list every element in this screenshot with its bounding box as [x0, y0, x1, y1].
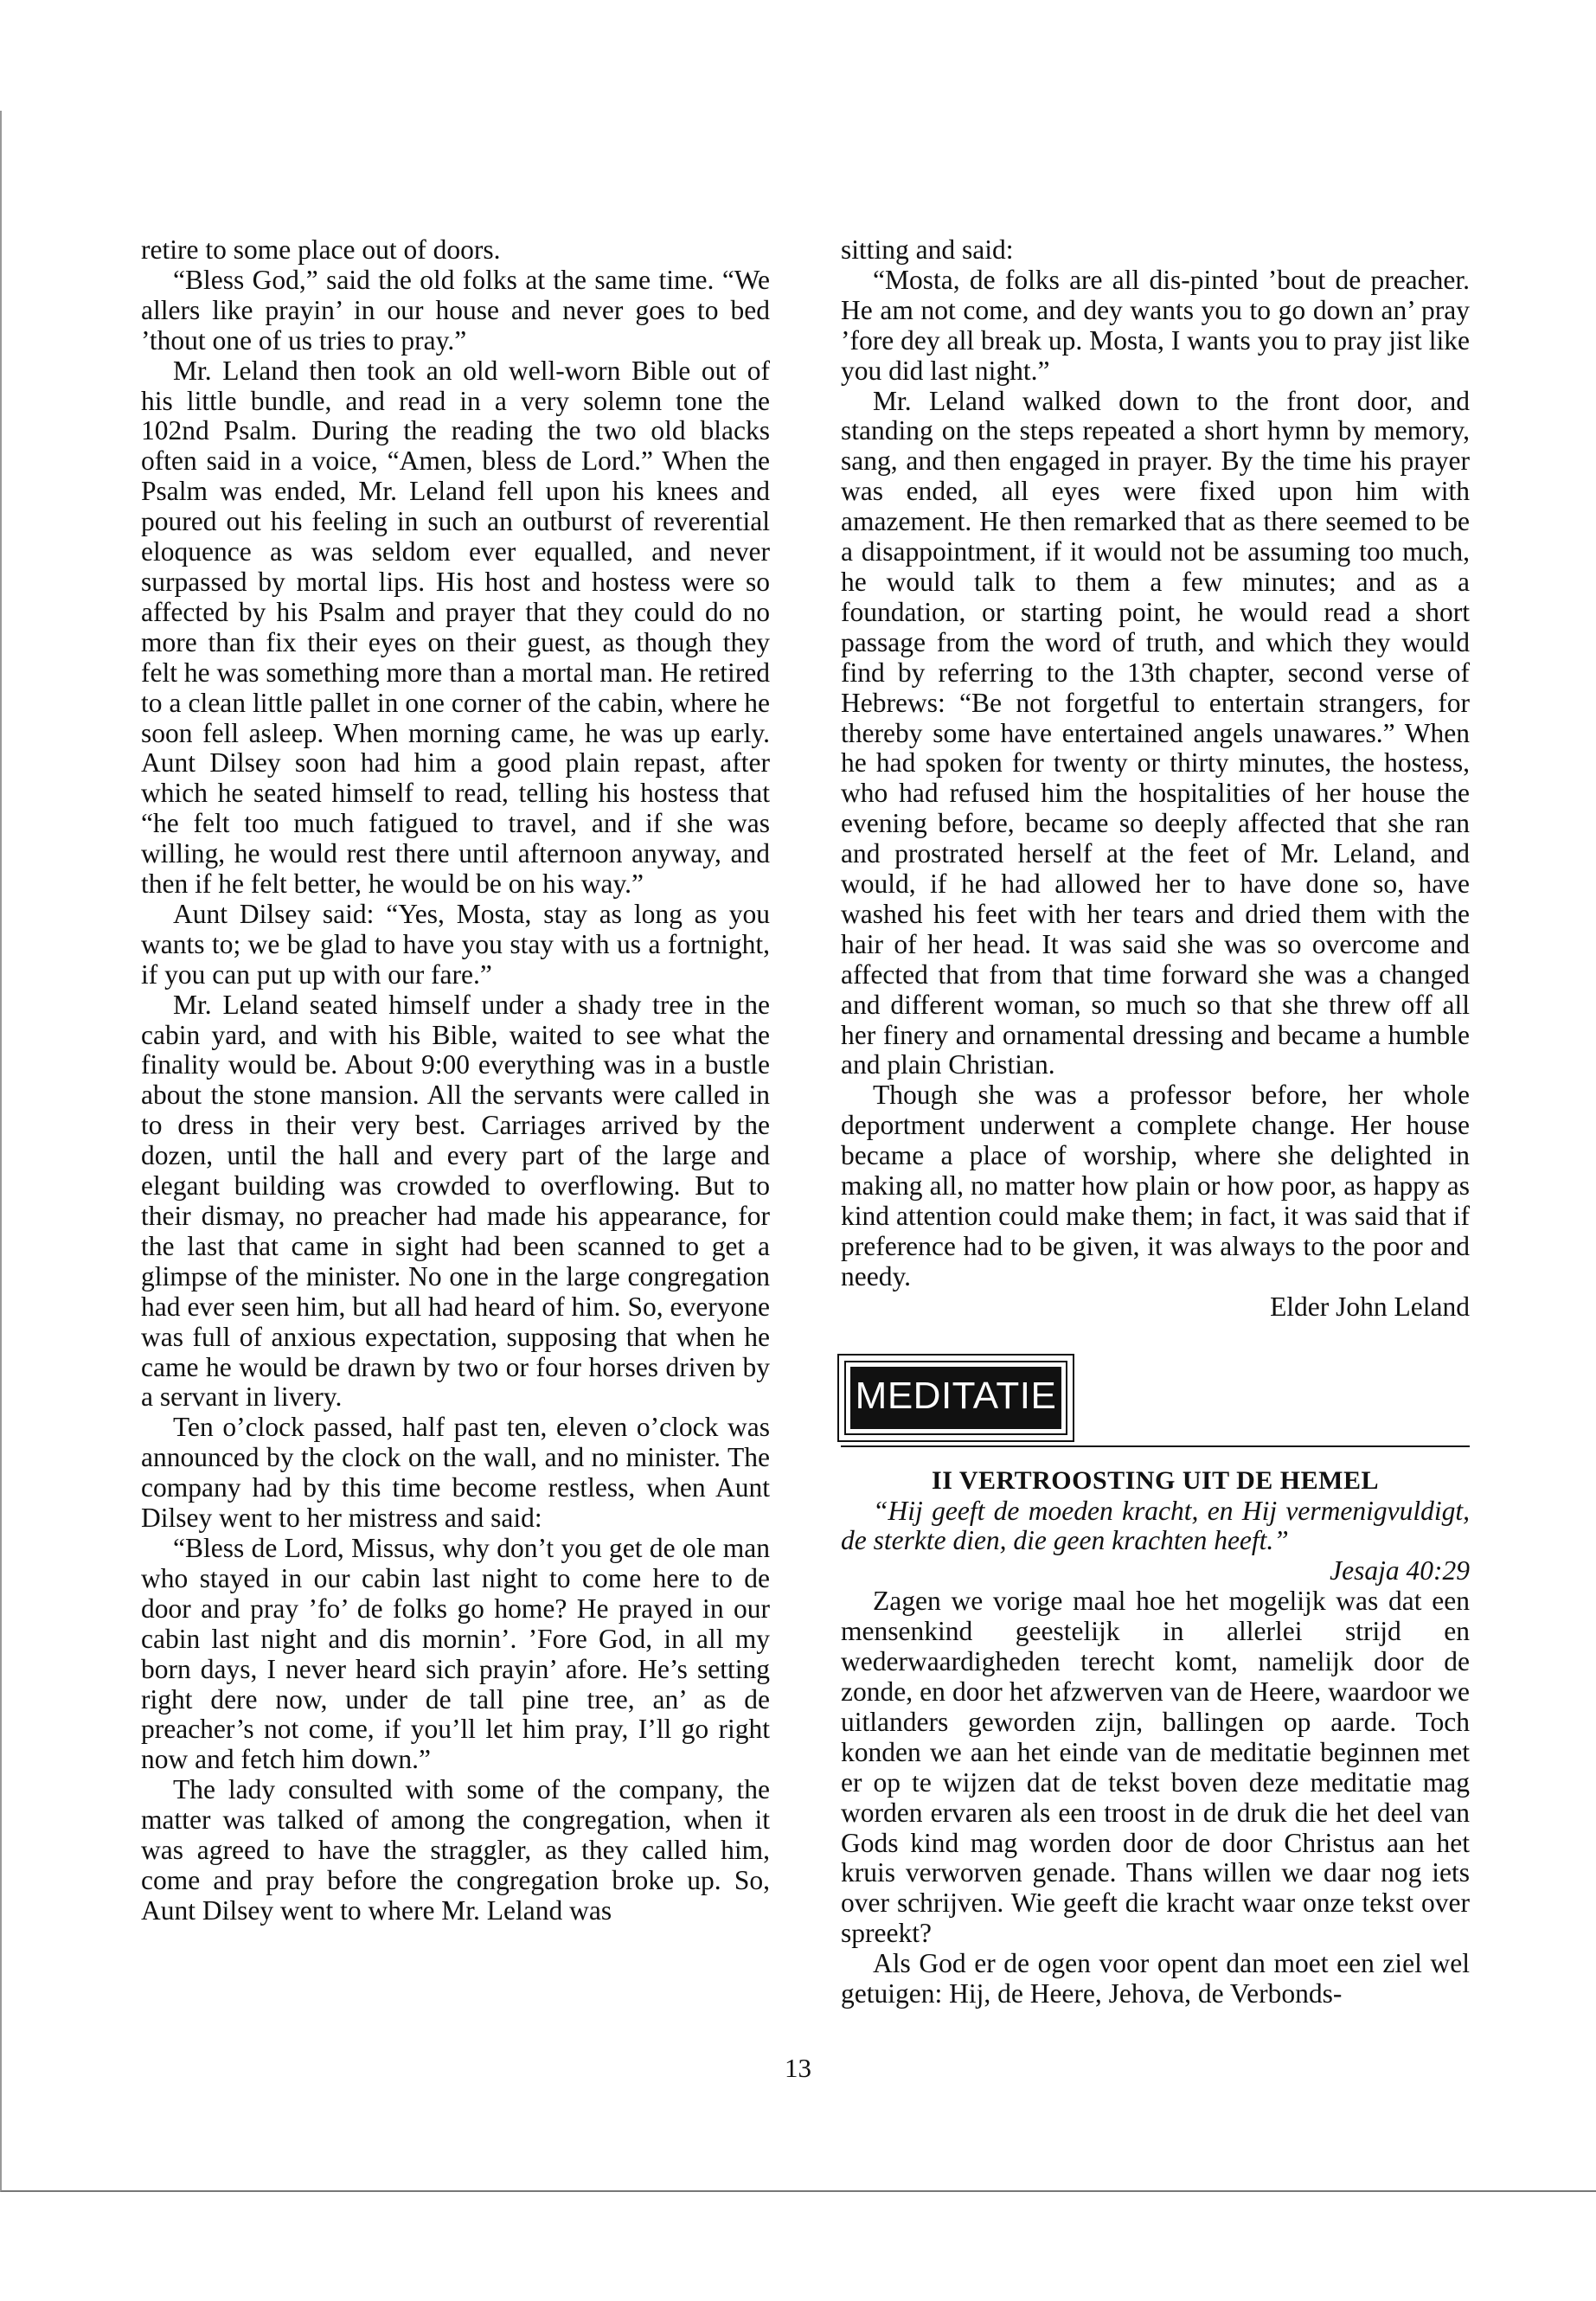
- paragraph: Though she was a professor before, her whole deportment underwent a complete change. Her house became a place of worship, where she delighted in making all, no matter how plain or how poor, as happy as kind attention could make them; in fact, it was said that if preference had to be given, it was always to the poor and needy.: [841, 1080, 1470, 1292]
- paragraph: retire to some place out of doors.: [141, 234, 501, 265]
- paragraph: Ten o’clock passed, half past ten, eleven o’clock was announced by the clock on the wall, and no minister. The company had by this time become restless, when Aunt Dilsey went to her mistress and said:: [141, 1412, 770, 1534]
- meditation-heading: II VERTROOSTING UIT DE HEMEL: [932, 1465, 1379, 1495]
- meditatie-badge-inner: [844, 1361, 1067, 1435]
- right-column: [841, 235, 1470, 2009]
- paragraph: sitting and said:: [841, 234, 1014, 265]
- section-divider: [841, 1445, 1470, 1447]
- left-column: [141, 235, 770, 1926]
- paragraph: “Bless de Lord, Missus, why don’t you get de ole man who stayed in our cabin last night to come here to de door and pray ’fo’ de folks go home? He prayed in our cabin last night and dis mornin’. ’Fore God, in all my born days, I never heard sich prayin’ afore. He’s setting right dere now, under de tall pine tree, an’ as de preacher’s not come, if you’ll let him pray, I’ll go right now and fetch him down.”: [141, 1532, 770, 1775]
- scripture-reference: Jesaja 40:29: [1330, 1555, 1470, 1586]
- paragraph: Zagen we vorige maal hoe het mogelijk was dat een mensenkind geestelijk in allerlei strijd en wederwaardigheden terecht komt, namelijk door de zonde, en door het afzwerven van de Heere, waardoor we uitlanders geworden zijn, ballingen op aarde. Toch konden we aan het einde van de meditatie beginnen met er op te wijzen dat de tekst boven deze meditatie mag worden ervaren als een troost in de druk die het deel van Gods kind mag worden door de door Christus aan het kruis verworven genade. Thans willen we daar nog iets over schrijven. Wie geeft die kracht waar onze tekst over spreekt?: [841, 1586, 1470, 1949]
- meditatie-label: MEDITATIE: [850, 1367, 1061, 1429]
- signature: Elder John Leland: [1270, 1291, 1470, 1322]
- paragraph: “Mosta, de folks are all dis-pinted ’bout de preacher. He am not come, and dey wants you to go down an’ pray ’fore dey all break up. Mosta, I wants you to pray jist like you did last night.”: [841, 264, 1470, 386]
- paragraph: “Bless God,” said the old folks at the same time. “We allers like prayin’ in our house and never goes to bed ’thout one of us tries to pray.”: [141, 264, 770, 356]
- paragraph: Mr. Leland seated himself under a shady tree in the cabin yard, and with his Bible, waited to see what the finality would be. About 9:00 everything was in a bustle about the stone mansion. All the servants were called in to dress in their very best. Carriages arrived by the dozen, until the hall and every part of the large and elegant building was crowded to overflowing. But to their dismay, no preacher had made his appearance, for the last that came in sight had been scanned to get a glimpse of the minister. No one in the large congregation had ever seen him, but all had heard of him. So, everyone was full of anxious expectation, supposing that when he came he would be drawn by two or four horses driven by a servant in livery.: [141, 989, 770, 1413]
- meditatie-badge: [837, 1354, 1074, 1442]
- page-number: 13: [785, 2053, 811, 2083]
- paragraph: Aunt Dilsey said: “Yes, Mosta, stay as long as you wants to; we be glad to have you stay with us a fortnight, if you can put up with our fare.”: [141, 898, 770, 990]
- paragraph: Als God er de ogen voor opent dan moet een ziel wel getuigen: Hij, de Heere, Jehova, de Verbonds-: [841, 1948, 1470, 2009]
- paragraph: Mr. Leland then took an old well-worn Bible out of his little bundle, and read in a very solemn tone the 102nd Psalm. During the reading the two old blacks often said in a voice, “Amen, bless de Lord.” When the Psalm was ended, Mr. Leland fell upon his knees and poured out his feeling in such an outburst of reverential eloquence as was seldom ever equalled, and never surpassed by mortal lips. His host and hostess were so affected by his Psalm and prayer that they could do no more than fix their eyes on their guest, as though they felt he was something more than a mortal man. He retired to a clean little pallet in one corner of the cabin, where he soon fell asleep. When morning came, he was up early. Aunt Dilsey soon had him a good plain repast, after which he seated himself to read, telling his hostess that “he felt too much fatigued to travel, and if she was willing, he would rest there until afternoon anyway, and then if he felt better, he would be on his way.”: [141, 355, 770, 900]
- paragraph: Mr. Leland walked down to the front door, and standing on the steps repeated a short hymn by memory, sang, and then engaged in prayer. By the time his prayer was ended, all eyes were fixed upon him with amazement. He then remarked that as there seemed to be a disappointment, if it would not be assuming too much, he would talk to them a few minutes; and as a foundation, or starting point, he would read a short passage from the word of truth, and which they would find by referring to the 13th chapter, second verse of Hebrews: “Be not forgetful to entertain strangers, for thereby some have entertained angels unawares.” When he had spoken for twenty or thirty minutes, the hostess, who had refused him the hospitalities of her house the evening before, became so deeply affected that she ran and prostrated herself at the feet of Mr. Leland, and would, if he had allowed her to have done so, have washed his feet with her tears and dried them with the hair of her head. It was said she was so overcome and affected that from that time forward she was a changed and different woman, so much so that she threw off all her finery and ornamental dressing and became a humble and plain Christian.: [841, 385, 1470, 1080]
- paragraph: The lady consulted with some of the company, the matter was talked of among the congregation, when it was agreed to have the straggler, as they called him, come and pray before the congregation broke up. So, Aunt Dilsey went to where Mr. Leland was: [141, 1774, 770, 1926]
- meditation-quote: “Hij geeft de moeden kracht, en Hij vermenigvuldigt, de sterkte dien, die geen krachten heeft.”: [841, 1495, 1470, 1556]
